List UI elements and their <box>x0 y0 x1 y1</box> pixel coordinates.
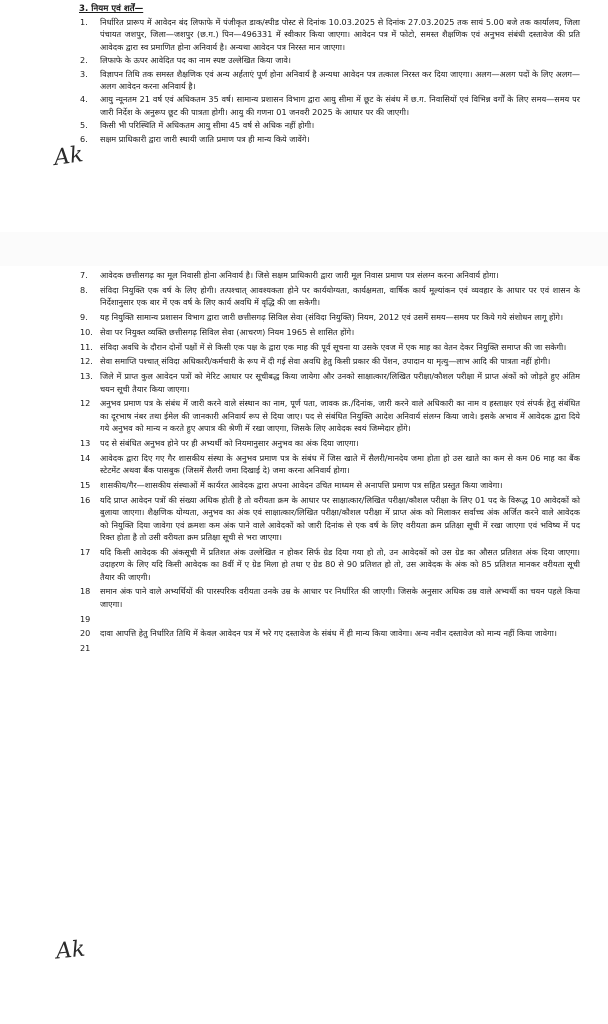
rule-item <box>80 479 580 491</box>
rule-item <box>80 642 580 654</box>
rule-item <box>80 494 580 544</box>
rule-text: यह नियुक्ति सामान्य प्रशासन विभाग द्वारा जारी छत्तीसगढ़ सिविल सेवा (संविदा नियुक्ति) नियम, 2012 एवं उसमें समय—समय पर किये गये संशोधन लागू होंगे। <box>100 312 564 322</box>
section-heading: 3. नियम एवं शर्तें— <box>79 4 144 14</box>
rule-number: 3. <box>80 68 88 79</box>
rule-text: शासकीय/गैर—शासकीय संस्थाओं में कार्यरत आवेदक द्वारा अपना आवेदन उचित माध्यम से अनापत्ति प्रमाण पत्र सहित प्रस्तुत किया जावेगा। <box>100 480 503 490</box>
rule-text: सक्षम प्राधिकारी द्वारा जारी स्थायी जाति प्रमाण पत्र ही मान्य किये जावेंगे। <box>100 133 310 144</box>
rule-number: 15 <box>80 480 91 490</box>
rule-item <box>80 54 580 66</box>
rule-number: 11. <box>80 341 93 352</box>
rule-number: 5. <box>80 120 88 131</box>
rule-item <box>80 326 580 338</box>
rule-text: निर्धारित प्रारूप में आवेदन बंद लिफाफे में पंजीकृत डाक/स्पीड पोस्ट से दिनांक 10.03.2025 से दिनांक 27.03.2025 तक सायं 5.00 बजे तक कार्यालय, जिला पंचायत जशपुर, जिला—जशपुर (छ.ग.) पिन—496331 में स्वीकार किया जाएगा। आवेदन पत्र में फोटो, समस्त शैक्षणिक एवं अनुभव संबंधी दस्तावेज की प्रति आवेदक द्वारा स्व प्रमाणित होना अनिवार्य है। अन्यथा आवेदन पत्र निरस्त मान जाएगा। <box>100 17 580 52</box>
rule-text: आवेदक छत्तीसगढ़ का मूल निवासी होना अनिवार्य है। जिसे सक्षम प्राधिकारी द्वारा जारी मूल निवास प्रमाण पत्र संलग्न करना अनिवार्य होगा। <box>100 270 499 280</box>
rule-item <box>80 269 580 281</box>
rule-item <box>80 613 580 625</box>
rule-item <box>80 585 580 610</box>
rule-item <box>80 284 580 309</box>
rule-text: किसी भी परिस्थिति में अधिकतम आयु सीमा 45 वर्ष से अधिक नहीं होगी। <box>100 120 315 131</box>
rule-number: 6. <box>80 133 88 144</box>
rule-number: 13 <box>80 438 91 448</box>
rule-text: आयु न्यूनतम 21 वर्ष एवं अधिकतम 35 वर्ष। सामान्य प्रशासन विभाग द्वारा आयु सीमा में छूट के संबंध में छ.ग. निवासियों एवं विभिन्न वर्गों के लिए समय—समय पर जारी निर्देश के अनुरूप छूट की पात्रता होगी। आयु की गणना 01 जनवरी 2025 के आधार पर की जाएगी। <box>100 94 580 117</box>
rule-number: 17 <box>80 546 91 557</box>
rule-text: अनुभव प्रमाण पत्र के संबंध में जारी करने वाले संस्थान का नाम, पूर्ण पता, जावक क्र./दिनांक, जारी करने वाले अधिकारी का नाम व हस्ताक्षर एवं संपर्क हेतु संबंधित का दूरभाष नंबर तथा ईमेल की जानकारी अनिवार्य रूप से दिया जाए। पद से संबंधित नियुक्ति आदेश अनिवार्य संलग्न किया जावे। इसके अभाव में आवेदक द्वारा दिये गये अनुभव को मान्य न करते हुए अपात्र की श्रेणी में रखा जाएगा, जिसके लिए आवेदक स्वयं जिम्मेदार होंगे। <box>100 398 580 434</box>
rule-item <box>80 452 580 477</box>
rule-item <box>80 397 580 434</box>
rules-list-part2 <box>80 269 580 662</box>
rule-text: समान अंक पाने वाले अभ्यर्थियों की पारस्परिक वरीयता उनके उम्र के आधार पर निर्धारित की जाएगी। जिसके अनुसार अधिक उम्र वाले अभ्यर्थी का चयन पहले किया जाएगा। <box>100 586 580 609</box>
rule-item <box>80 311 580 323</box>
rule-number: 9. <box>80 312 88 322</box>
rule-item <box>80 546 580 583</box>
rule-text: विज्ञापन तिथि तक समस्त शैक्षणिक एवं अन्य अर्हताएं पूर्ण होना अनिवार्य है अन्यथा आवेदन पत्र तत्काल निरस्त कर दिया जाएगा। अलग—अलग पदों के लिए अलग—अलग आवेदन करना अनिवार्य है। <box>100 68 580 92</box>
rule-number: 10. <box>80 326 93 337</box>
rule-number: 19 <box>80 613 91 624</box>
rule-text: सेवा समाप्ति पश्चात् संविदा अधिकारी/कर्मचारी के रूप में दी गई सेवा अवधि हेतु किसी प्रकार की पेंशन, उपादान या मृत्यु—लाभ आदि की पात्रता नहीं होगी। <box>100 356 551 367</box>
rule-text: लिफाफे के ऊपर आवेदित पद का नाम स्पष्ट उल्लेखित किया जावे। <box>100 55 291 66</box>
rule-number: 1. <box>80 17 88 27</box>
rule-item <box>80 341 580 353</box>
rule-text: यदि किसी आवेदक की अंकसूची में प्रतिशत अंक उल्लेखित न होकर सिर्फ ग्रेड दिया गया हो तो, उन आवेदकों को उस ग्रेड का औसत प्रतिशत अंक दिया जाएगा। उदाहरण के लिए यदि किसी आवेदक का 8वीं में ए ग्रेड मिला हो तथा ए ग्रेड 80 से 90 प्रतिशत हो तो, उस आवेदक के अंक को 85 प्रतिशत मानकर वरीयता सूची तैयार की जाएगी। <box>100 546 580 582</box>
rule-number: 16 <box>80 494 91 505</box>
rule-text: जिले में प्राप्त कुल आवेदन पत्रों को मेरिट आधार पर सूचीबद्ध किया जायेगा और उनको साक्षात्कार/लिखित परीक्षा/कौशल परीक्षा में प्राप्त अंकों को जोड़ते हुए अंतिम चयन सूची तैयार किया जाएगा। <box>100 371 580 394</box>
rule-item <box>80 370 580 395</box>
rule-text: आवेदक द्वारा दिए गए गैर शासकीय संस्था के अनुभव प्रमाण पत्र के संबंध में जिस खाते में सैलरी/मानदेय जमा होता हो उस खाते का कम से कम 06 माह का बैंक स्टेटमेंट अथवा बैंक पासबुक (जिसमें सैलरी जमा दिखाई दे) जमा करना अनिवार्य होगा। <box>100 452 580 476</box>
rule-text: दावा आपत्ति हेतु निर्धारित तिथि में केवल आवेदन पत्र में भरे गए दस्तावेज के संबंध में ही मान्य किया जावेगा। अन्य नवीन दस्तावेज को मान्य नहीं किया जावेगा। <box>100 628 557 639</box>
rule-text: संविदा अवधि के दौरान दोनों पक्षों में से किसी एक पक्ष के द्वारा एक माह की पूर्व सूचना या उसके एवज में एक माह का वेतन देकर नियुक्ति समाप्त की जा सकेगी। <box>100 341 567 352</box>
rule-number: 2. <box>80 55 88 66</box>
rule-number: 12 <box>80 398 91 409</box>
rules-list-part1 <box>80 16 580 146</box>
rule-number: 13. <box>80 371 93 382</box>
rule-number: 8. <box>80 284 88 295</box>
rule-number: 4. <box>80 94 88 105</box>
handwritten-initials: Ak <box>52 142 85 171</box>
handwritten-initials: Ak <box>54 936 87 965</box>
rule-item <box>80 627 580 639</box>
rule-text: यदि प्राप्त आवेदन पत्रों की संख्या अधिक होती है तो वरीयता क्रम के आधार पर साक्षात्कार/लिखित परीक्षा/कौशल परीक्षा के लिए 01 पद के विरूद्ध 10 आवेदकों को बुलाया जाएगा। शैक्षणिक योग्यता, अनुभव का अंक एवं साक्षात्कार/लिखित परीक्षा/कौशल परीक्षा में प्राप्त अंक को मिलाकर सर्वाच्च अंक अर्जित करने वाले आवेदक को नियुक्ति दिया जावेगा एवं क्रमशः कम अंक पाने वाले आवेदकों को जारी दिनांक से एक वर्ष के लिए वरीयता क्रम प्रतिक्षा सूची में रखा जाएगा एवं भविष्य में पद रिक्त होता है तो उसी वरीयता क्रम प्रतिक्षा सूची से भरा जाएगा। <box>100 494 581 543</box>
rule-item <box>80 133 580 145</box>
rule-text <box>100 613 580 625</box>
rule-number: 20 <box>80 628 91 639</box>
rule-text: सेवा पर नियुक्त व्यक्ति छत्तीसगढ़ सिविल सेवा (आचरण) नियम 1965 से शासित होंगे। <box>100 326 355 337</box>
page-break <box>0 232 608 266</box>
rule-item <box>80 16 580 53</box>
rule-number: 21 <box>80 643 91 654</box>
rule-number: 7. <box>80 270 88 280</box>
rule-item <box>80 68 580 93</box>
rule-item <box>80 93 580 118</box>
rule-text: पद से संबंधित अनुभव होने पर ही अभ्यर्थी को नियमानुसार अनुभव का अंक दिया जाएगा। <box>100 438 359 448</box>
rule-item <box>80 355 580 367</box>
rule-number: 18 <box>80 586 91 597</box>
rule-number: 12. <box>80 356 93 367</box>
rule-item <box>80 437 580 449</box>
rule-item <box>80 119 580 131</box>
rule-number: 14 <box>80 452 91 463</box>
rule-text: संविदा नियुक्ति एक वर्ष के लिए होगी। तत्पश्चात् आवश्यकता होने पर कार्ययोग्यता, कार्यक्षमता, वार्षिक कार्य मूल्यांकन एवं व्यवहार के आधार पर एवं शासन के निर्देशानुसार एक बार में एक वर्ष के लिए कार्य अवधि में वृद्धि की जा सकेगी। <box>100 284 580 308</box>
rule-text <box>100 642 580 654</box>
